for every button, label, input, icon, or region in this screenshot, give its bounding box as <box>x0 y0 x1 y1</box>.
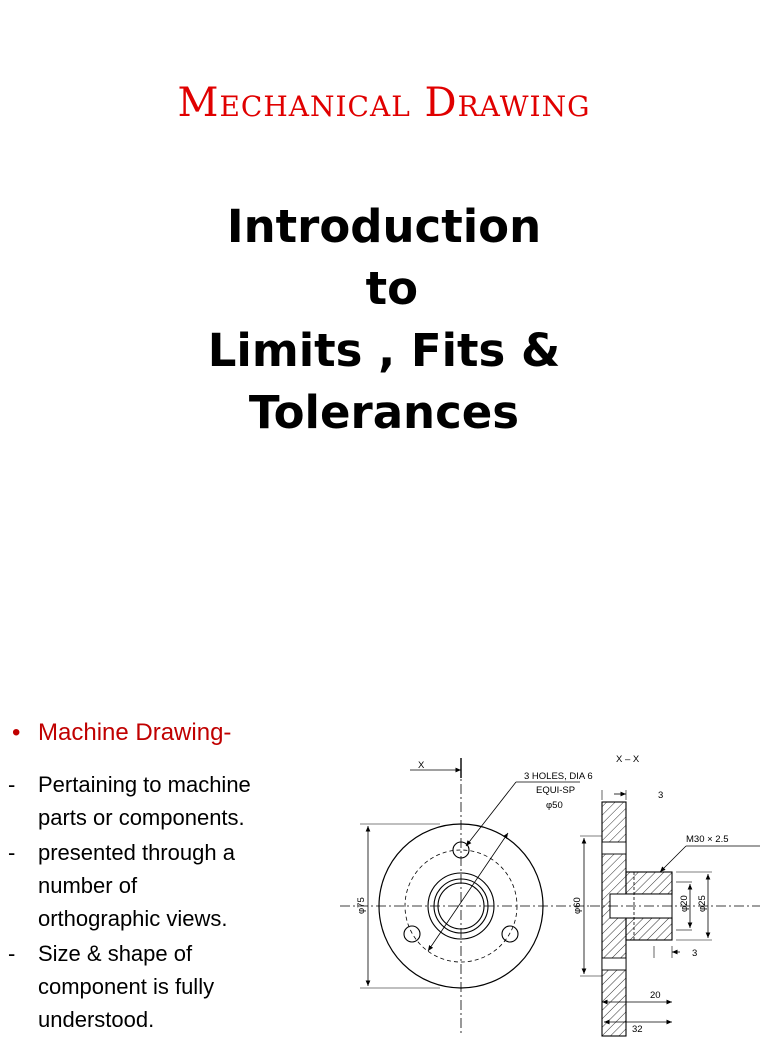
heading-text: Machine Drawing- <box>38 719 232 746</box>
main-title: Mechanical Drawing <box>177 80 591 126</box>
pcd-label: φ50 <box>546 800 563 811</box>
holes-label: 3 HOLES, DIA 6 <box>524 771 593 782</box>
list-item <box>8 836 308 935</box>
section-view <box>580 790 760 1036</box>
thread-label: M30 × 2.5 <box>686 834 729 845</box>
point-list <box>8 768 308 1038</box>
point-text: presented through a number of orthographic views. <box>38 840 235 931</box>
list-item <box>8 768 308 834</box>
subtitle-line: Tolerances <box>248 386 520 439</box>
point-text: Pertaining to machine parts or components. <box>38 772 251 830</box>
subtitle-line: to <box>349 262 419 315</box>
point-text: Size & shape of component is fully understood. <box>38 941 215 1032</box>
dim-3-top-label: 3 <box>658 790 664 801</box>
bore-label: φ20 <box>679 895 690 912</box>
hole-section <box>602 842 626 854</box>
dash-icon: - <box>8 840 16 865</box>
boss-section <box>626 918 672 940</box>
bullet-icon: • <box>12 719 21 746</box>
dash-icon: - <box>8 941 16 966</box>
flange-dia-label: φ60 <box>572 897 583 914</box>
hole-icon <box>502 926 518 942</box>
boss-section <box>626 872 672 894</box>
dim-32-label: 32 <box>632 1024 643 1035</box>
list-item <box>8 937 308 1036</box>
slide-heading <box>12 718 231 748</box>
equi-sp-label: EQUI-SP <box>536 785 576 796</box>
outer-dia-label: φ75 <box>356 897 367 914</box>
flange-section <box>602 802 626 1036</box>
subtitle-line: Limits , Fits & <box>207 324 561 377</box>
hole-section <box>602 958 626 970</box>
hole-icon <box>404 926 420 942</box>
section-marker-label: X <box>418 760 425 771</box>
dash-icon: - <box>8 772 16 797</box>
subtitle-line: Introduction <box>226 200 542 253</box>
dim-3-right-label: 3 <box>692 948 698 959</box>
subtitle <box>0 196 768 444</box>
boss-label: φ25 <box>697 895 708 912</box>
section-title-label: X – X <box>616 754 640 765</box>
flange-drawing <box>340 746 760 1036</box>
dim-20-label: 20 <box>650 990 661 1001</box>
content-slide <box>0 690 768 1035</box>
